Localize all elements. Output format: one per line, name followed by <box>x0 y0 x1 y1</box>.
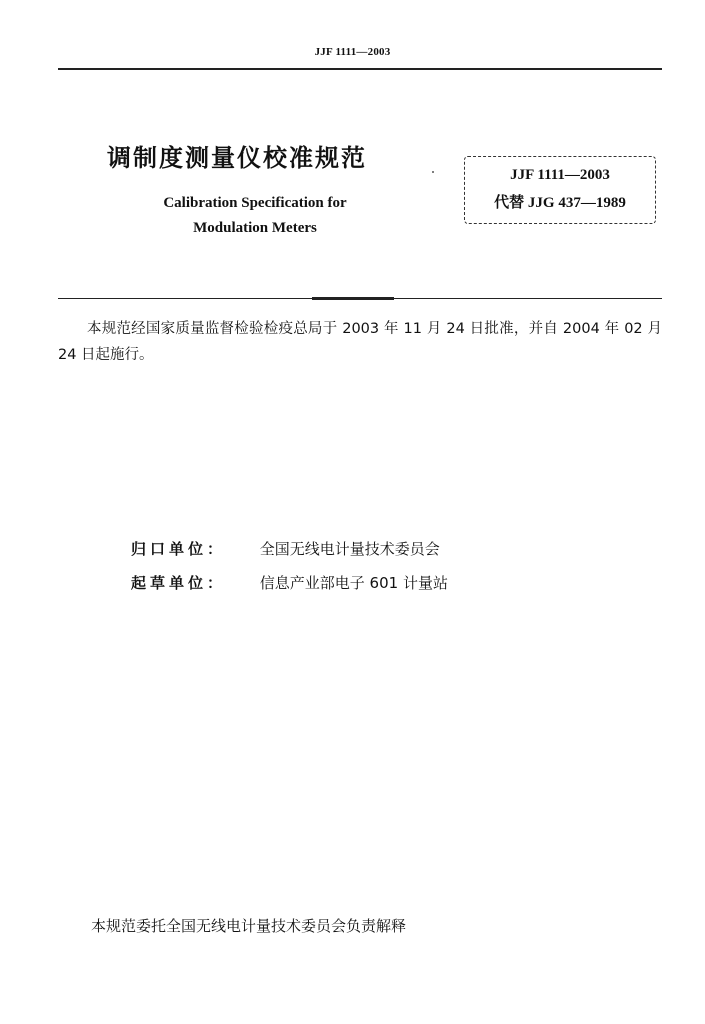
drafting-unit-value: 信息产业部电子 601 计量站 <box>259 574 448 592</box>
responsible-unit-value: 全国无线电计量技术委员会 <box>259 540 440 558</box>
english-title-line-1: Calibration Specification for <box>163 195 347 211</box>
document-code-header: JJF 1111—2003 <box>314 46 391 58</box>
top-rule <box>58 68 662 70</box>
approval-paragraph: 本规范经国家质量监督检验检疫总局于 2003 年 11 月 24 日批准，并自 2004 年 02 月 24 日起施行。 <box>58 321 662 363</box>
middle-rule-accent <box>312 297 394 300</box>
replaces-specification: 代替 JJG 437—1989 <box>494 195 626 211</box>
chinese-title: 调制度测量仪校准规范 <box>107 144 367 172</box>
english-title-line-2: Modulation Meters <box>193 220 317 236</box>
drafting-unit-label: 起草单位： <box>131 574 227 592</box>
specification-code-box <box>464 156 656 224</box>
specification-number: JJF 1111—2003 <box>510 167 610 183</box>
stray-dot <box>432 171 434 173</box>
responsible-unit-label: 归口单位： <box>131 540 227 558</box>
drafting-unit-row <box>131 572 448 593</box>
interpretation-note: 本规范委托全国无线电计量技术委员会负责解释 <box>91 917 407 935</box>
responsible-unit-row <box>131 538 440 559</box>
